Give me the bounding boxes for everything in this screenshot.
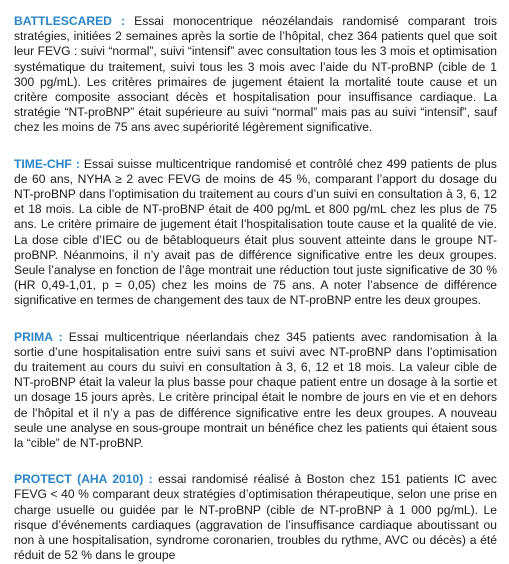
trial-entry-protect [14, 472, 497, 563]
trial-name-time-chf: TIME-CHF : [14, 156, 80, 171]
trial-description-prima: Essai multicentrique néerlandais chez 345 patients avec randomisation à la sortie d’une hospitalisation entre suivi sans et suivi avec NT-proBNP dans l’optimisation du traitement au cours du suivi en consultation à 3, 6, 12 et 18 mois. La valeur cible de NT-proBNP était la valeur la plus basse pour chaque patient entre un dosage à la sortie et un dosage 15 jours après. Le critère principal était le nombre de jours en vie et en dehors de l’hôpital et il n’y a pas de différence significative entre les deux groupes. A nouveau seule une analyse en sous-groupe montrait un bénéfice chez les patients qui étaient sous la “cible” de NT-proBNP. [14, 329, 497, 451]
trial-name-prima: PRIMA : [14, 329, 63, 344]
trial-description-time-chf: Essai suisse multicentrique randomisé et contrôlé chez 499 patients de plus de 60 ans, NYHA ≥ 2 avec FEVG de moins de 45 %, comparant l’apport du dosage du NT-proBNP dans l’optimisation du traitement au cours d’un suivi en consultation à 3, 6, 12 et 18 mois. La cible de NT-proBNP était de 400 pg/mL et 800 pg/mL chez les plus de 75 ans. Le critère primaire de jugement était l’hospitalisation toute cause et la qualité de vie. La dose cible d’IEC ou de bêtabloqueurs était plus souvent atteinte dans le groupe NT-proBNP. Néanmoins, il n’y avait pas de différence significative entre les deux groupes. Seule l’analyse en fonction de l’âge montrait une réduction tout juste significative de 30 % (HR 0,49-1,01, p = 0,05) chez les moins de 75 ans. A noter l’absence de différence significative en termes de changement des taux de NT-proBNP entre les deux groupes. [14, 156, 497, 308]
trial-description-battlescared: Essai monocentrique néozélandais randomisé comparant trois stratégies, initiées 2 semaines après la sortie de l’hôpital, chez 364 patients quel que soit leur FEVG : suivi “normal”, suivi “intensif” avec consultation tous les 3 mois et optimisation systématique du traitement, suivi tous les 3 mois avec l’aide du NT-proBNP (cible de 1 300 pg/mL). Les critères primaires de jugement étaient la mortalité toute cause et un critère composite associant décès et hospitalisation pour insuffisance cardiaque. La stratégie “NT-proBNP” était supérieure au suivi “normal” mais pas au suivi “intensif”, sauf chez les moins de 75 ans avec supériorité légèrement significative. [14, 14, 497, 135]
trial-entry-prima [14, 330, 497, 452]
trial-name-battlescared: BATTLESCARED : [14, 14, 126, 28]
trial-name-protect: PROTECT (AHA 2010) : [14, 472, 153, 487]
trial-entry-time-chf [14, 157, 497, 309]
trial-description-protect: essai randomisé réalisé à Boston chez 151 patients IC avec FEVG < 40 % comparant deux stratégies d’optimisation thérapeutique, selon une prise en charge usuelle ou guidée par le NT-proBNP (cible de NT-proBNP à 1 000 pg/mL). Le risque d’événements cardiaques (aggravation de l’insuffisance cardiaque aboutissant ou non à une hospitalisation, syndrome coronarien, troubles du rythme, AVC ou décès) a été réduit de 52 % dans le groupe [14, 472, 497, 563]
trial-entry-battlescared [14, 14, 497, 136]
